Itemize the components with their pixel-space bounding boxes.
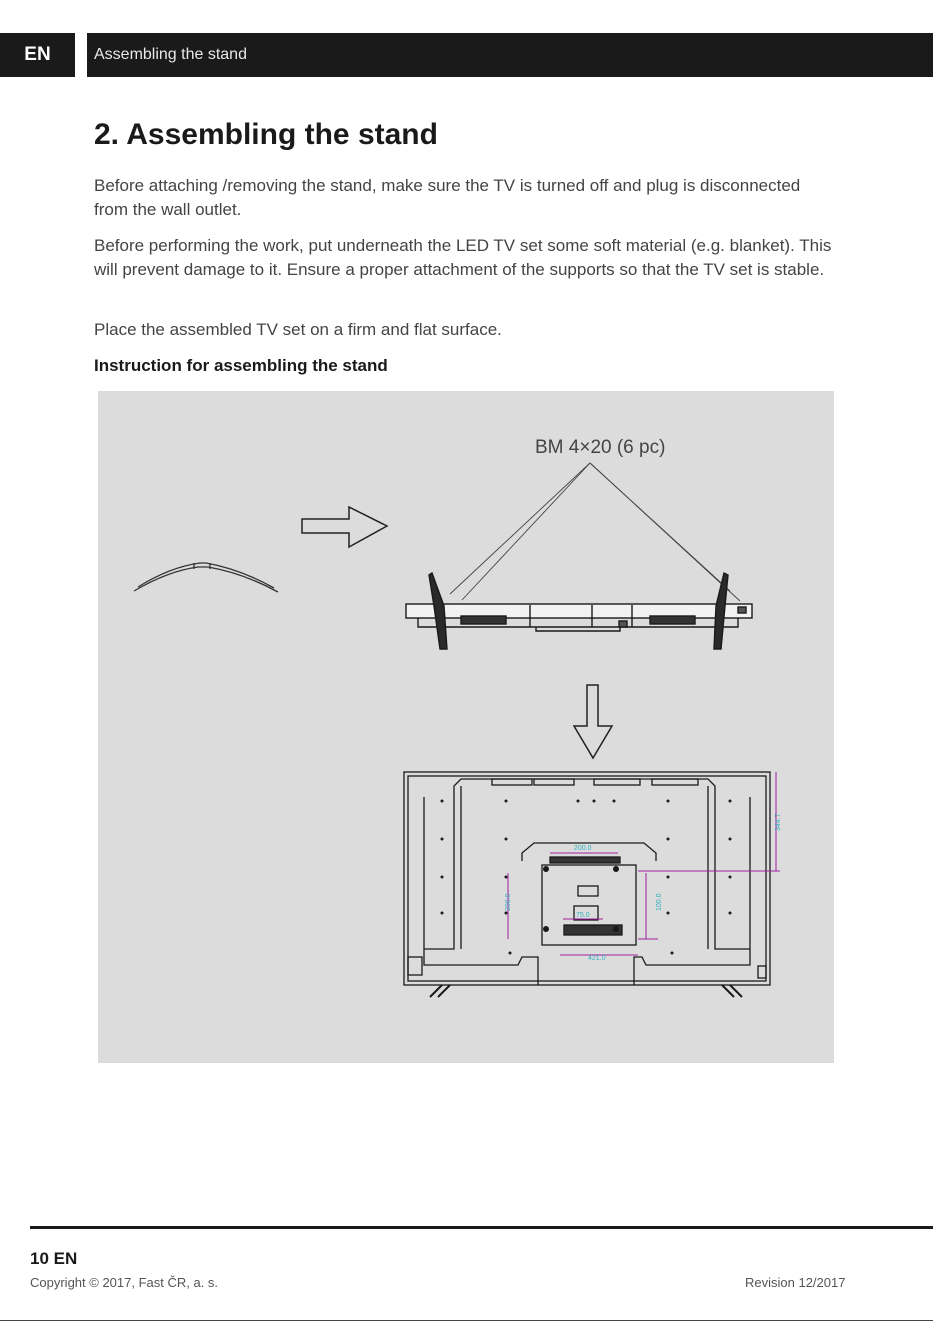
bottom-rule [0, 1320, 933, 1321]
dimension-lines [508, 772, 780, 955]
instruction-subheading: Instruction for assembling the stand [94, 356, 388, 375]
revision-text: Revision 12/2017 [745, 1275, 846, 1290]
dim-label-3: 75.0 [576, 912, 590, 919]
header-title: Assembling the stand [94, 46, 247, 63]
stand-leg-drawing [134, 563, 278, 592]
dimension-labels [505, 813, 782, 962]
down-arrow-icon [574, 685, 612, 758]
dim-label-4: 421.0 [588, 955, 606, 962]
tv-back-view [404, 772, 770, 997]
page-number: 10 EN [30, 1249, 78, 1268]
dim-label-5: 344.7 [775, 813, 782, 831]
paragraph-soft-material: Before performing the work, put underneath the LED TV set some soft material (e.g. blanket). This will prevent damage to it. Ensure a proper attachment of the supports so that the TV set is stable. [94, 236, 832, 279]
screw-leader-lines [450, 463, 740, 601]
dim-label-1: 200.0 [574, 845, 592, 852]
screw-spec-label: BM 4×20 (6 pc) [535, 437, 666, 458]
language-tag: EN [24, 44, 51, 65]
right-arrow-icon [302, 507, 387, 547]
header-divider [75, 33, 87, 77]
footer-rule [30, 1226, 933, 1229]
copyright-text: Copyright © 2017, Fast ČR, a. s. [30, 1275, 219, 1290]
paragraph-power-off: Before attaching /removing the stand, make sure the TV is turned off and plug is disconnected from the wall outlet. [94, 176, 801, 219]
paragraph-firm-surface: Place the assembled TV set on a firm and flat surface. [94, 320, 502, 339]
dim-label-2: 200.0 [505, 893, 512, 911]
page-title: 2. Assembling the stand [94, 118, 438, 151]
dim-label-6: 100.0 [656, 893, 663, 911]
assembly-illustration [98, 391, 834, 1063]
tv-bottom-view [406, 573, 752, 649]
